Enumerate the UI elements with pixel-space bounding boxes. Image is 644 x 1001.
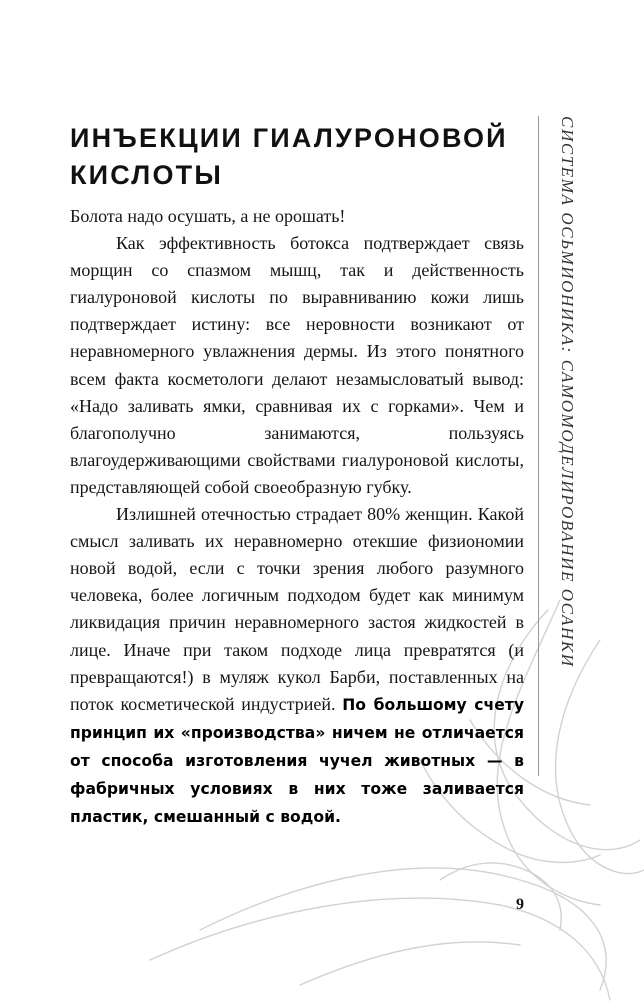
paragraph-1: Как эффективность ботокса подтверждает связь морщин со спазмом мышц, так и действенность гиалуроновой кислоты по выравниванию кожи лишь подтверждает истину: все неровности возникают от неравномерного увлажнения дермы. Из этого понятного всем факта косметологи делают незамысловатый вывод: «Надо заливать ямки, сравнивая их с горками». Чем и благополучно занимаются, пользуясь влагоудерживающими свойствами гиалуроновой кислоты, представляющей собой своеобразную губку. xyxy=(70,233,524,497)
margin-rule xyxy=(538,116,539,776)
paragraph-2 xyxy=(70,501,524,831)
body-text xyxy=(70,203,524,831)
paragraph-2-bold-text: По большому счету принцип их «производства» ничем не отличается от способа изготовления чучел животных — в фабричных условиях в них тоже заливается пластик, смешанный с водой. xyxy=(70,695,524,827)
running-head: СИСТЕМА ОСЬМИОНИКА: САМОМОДЕЛИРОВАНИЕ ОСАНКИ xyxy=(558,116,577,668)
epigraph: Болота надо осушать, а не орошать! xyxy=(70,206,346,226)
page-number: 9 xyxy=(516,896,524,913)
paragraph-2-regular-text: Излишней отечностью страдает 80% женщин. Какой смысл заливать их неравномерно отекшие физиономии новой водой, если с точки зрения любого разумного человека, более логичным подходом будет как минимум ликвидация причин неравномерного застоя жидкостей в лице. Иначе при таком подходе лица превратятся (и превращаются!) в муляж кукол Барби, поставленных на поток косметической индустрией. xyxy=(70,504,524,714)
chapter-heading: ИНЪЕКЦИИ ГИАЛУРОНОВОЙ КИСЛОТЫ xyxy=(70,123,508,190)
